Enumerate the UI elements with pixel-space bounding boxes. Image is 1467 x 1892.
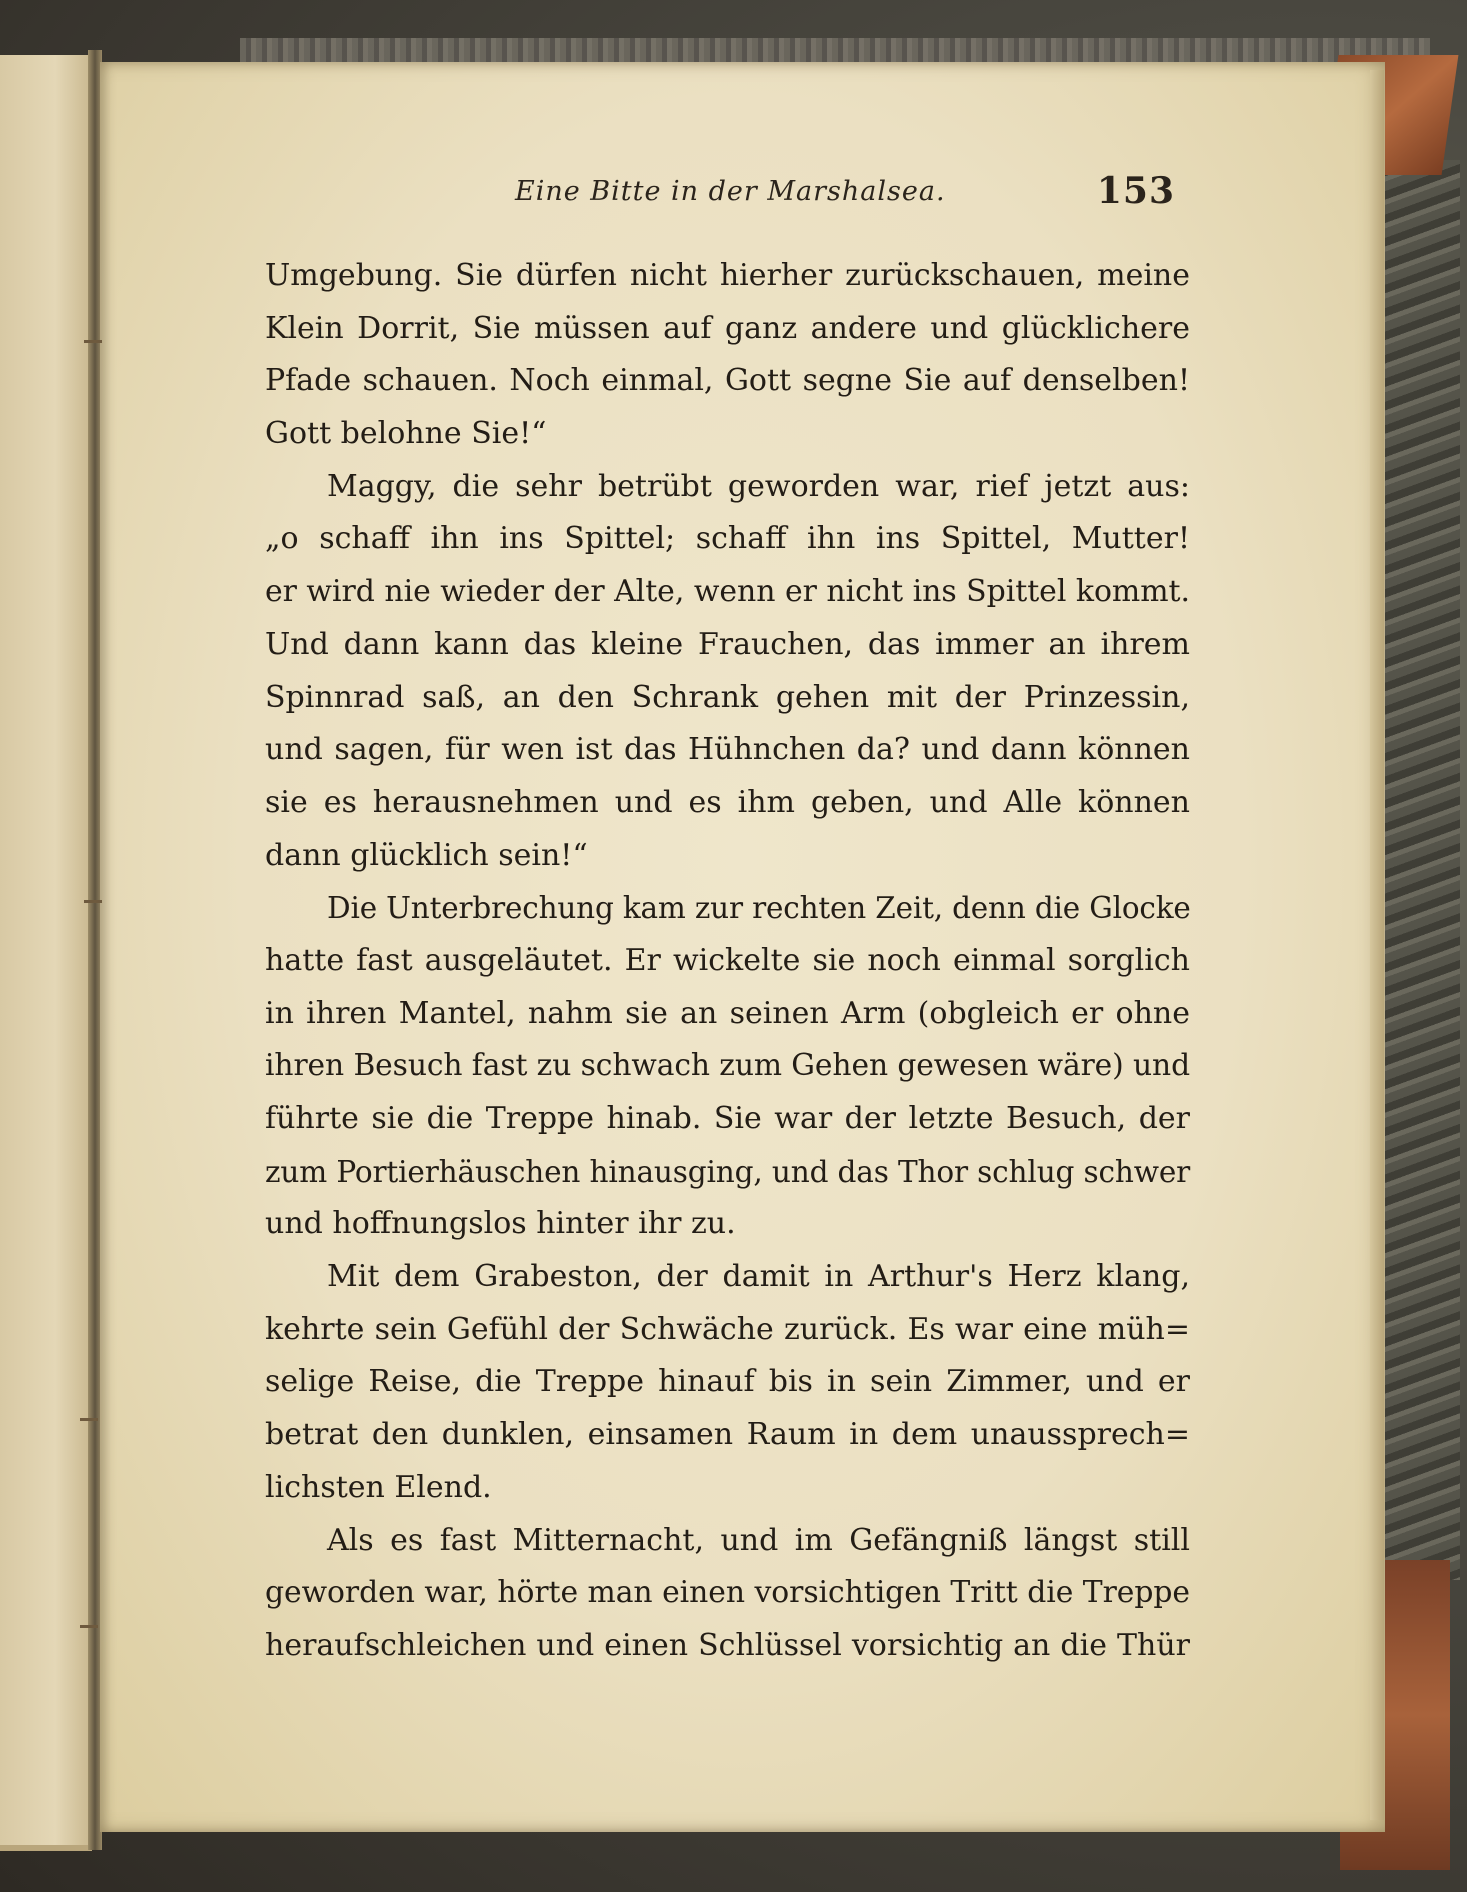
- text-line: Umgebung. Sie dürfen nicht hierher zurückschauen, meine: [265, 258, 1190, 293]
- margin-mark: [84, 900, 102, 903]
- running-title: Eine Bitte in der Marshalsea.: [515, 176, 946, 207]
- text-line: er wird nie wieder der Alte, wenn er nicht ins Spittel kommt.: [265, 574, 1190, 610]
- margin-mark: [84, 340, 102, 343]
- page-number: 153: [1096, 170, 1175, 212]
- text-line: in ihren Mantel, nahm sie an seinen Arm (obgleich er ohne: [265, 995, 1190, 1031]
- text-line: führte sie die Treppe hinab. Sie war der letzte Besuch, der: [265, 1101, 1190, 1136]
- text-line: „o schaff ihn ins Spittel; schaff ihn ins Spittel, Mutter!: [265, 521, 1190, 557]
- text-line: Spinnrad saß, an den Schrank gehen mit der Prinzessin,: [265, 679, 1190, 715]
- paragraph: [265, 250, 1190, 461]
- text-line: Maggy, die sehr betrübt geworden war, rief jetzt aus:: [327, 468, 1190, 504]
- paragraph: [265, 1251, 1190, 1514]
- text-line: heraufschleichen und einen Schlüssel vorsichtig an die Thür: [265, 1627, 1190, 1663]
- text-line: Pfade schauen. Noch einmal, Gott segne Sie auf denselben!: [265, 363, 1190, 399]
- text-line: geworden war, hörte man einen vorsichtigen Tritt die Treppe: [265, 1575, 1190, 1611]
- margin-mark: [80, 1418, 98, 1421]
- text-line: Die Unterbrechung kam zur rechten Zeit, denn die Glocke: [327, 891, 1191, 926]
- text-line: betrat den dunklen, einsamen Raum in dem unaussprech=: [265, 1417, 1190, 1453]
- page-header: [515, 170, 1175, 220]
- body-text: [265, 250, 1190, 1673]
- text-line: lichsten Elend.: [265, 1469, 492, 1505]
- text-line: Als es fast Mitternacht, und im Gefängniß längst still: [327, 1522, 1190, 1558]
- text-line: und hoffnungslos hinter ihr zu.: [265, 1206, 736, 1242]
- text-line: hatte fast ausgeläutet. Er wickelte sie noch einmal sorglich: [265, 942, 1190, 978]
- page-edge: [1370, 70, 1384, 1820]
- text-line: zum Portierhäuschen hinausging, und das Thor schlug schwer: [265, 1154, 1191, 1189]
- text-line: und sagen, für wen ist das Hühnchen da? und dann können: [265, 732, 1190, 768]
- text-line: Klein Dorrit, Sie müssen auf ganz andere und glücklichere: [265, 310, 1190, 346]
- text-line: ihren Besuch fast zu schwach zum Gehen gewesen wäre) und: [265, 1048, 1191, 1084]
- text-line: Mit dem Grabeston, der damit in Arthur's Herz klang,: [327, 1259, 1190, 1295]
- text-line: Gott belohne Sie!“: [265, 416, 547, 452]
- facing-page: [0, 55, 92, 1851]
- text-line: kehrte sein Gefühl der Schwäche zurück. Es war eine müh=: [265, 1311, 1190, 1347]
- paragraph: [265, 1515, 1190, 1673]
- text-line: Und dann kann das kleine Frauchen, das immer an ihrem: [265, 626, 1190, 662]
- paragraph: [265, 882, 1190, 1251]
- margin-mark: [80, 1625, 98, 1628]
- text-line: selige Reise, die Treppe hinauf bis in sein Zimmer, und er: [265, 1364, 1190, 1400]
- text-line: sie es herausnehmen und es ihm geben, und Alle können: [265, 784, 1190, 820]
- marbled-board: [1380, 160, 1460, 1580]
- text-line: dann glücklich sein!“: [265, 837, 588, 873]
- paragraph: [265, 461, 1190, 883]
